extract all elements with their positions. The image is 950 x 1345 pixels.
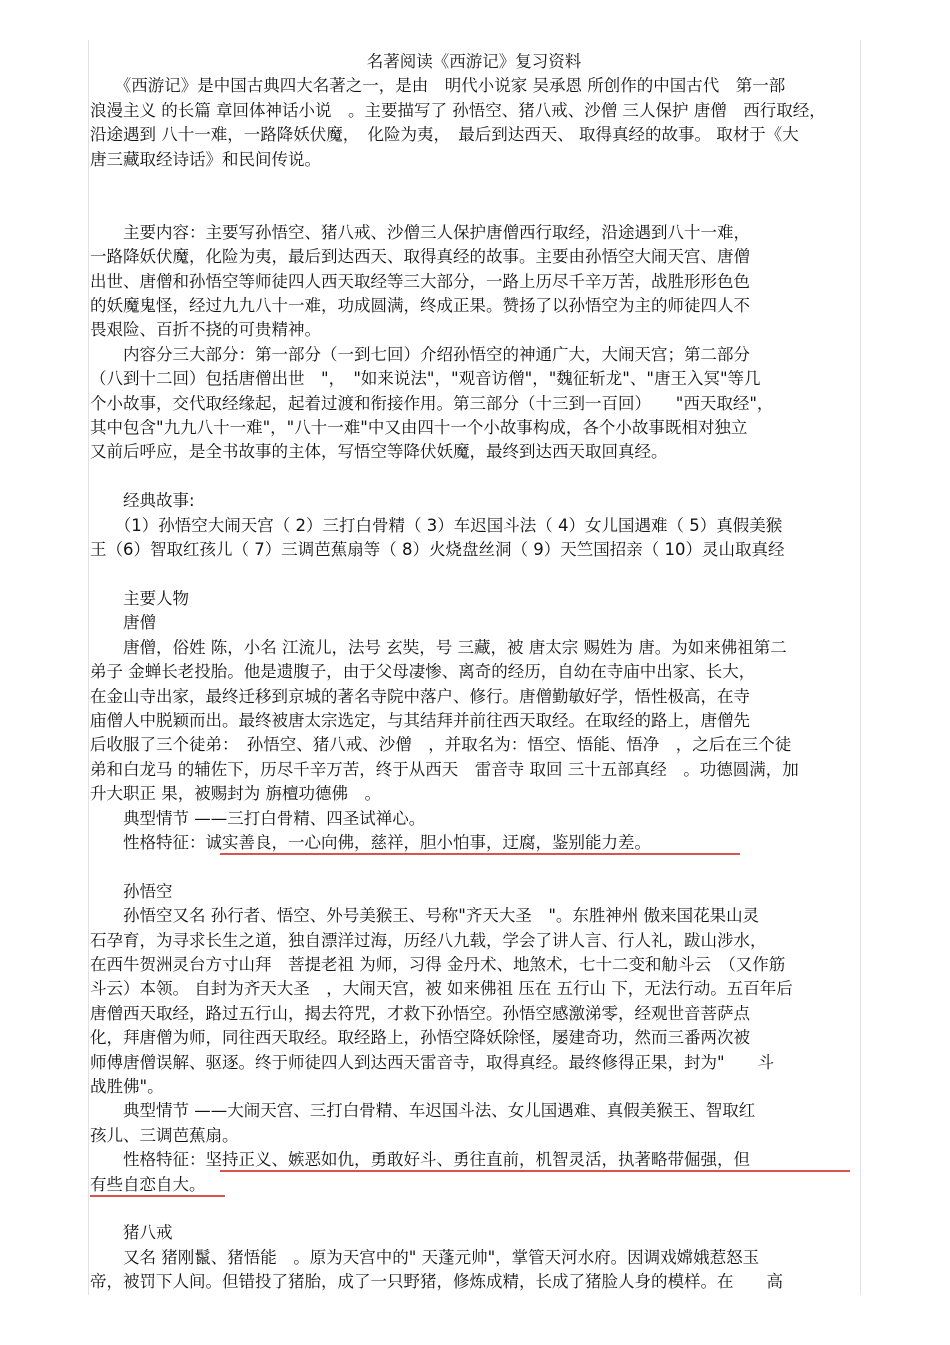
text-line: 唐三藏取经诗话》和民间传说。	[90, 149, 321, 169]
red-underline	[220, 853, 740, 855]
character-name: 唐僧	[90, 613, 156, 633]
trait-text-underlined: 有些自恋自大。	[90, 1174, 206, 1194]
text-line: 化，拜唐僧为师，同往西天取经。取经路上，孙悟空降妖除怪，屡建奇功，然而三番两次被	[90, 1028, 750, 1048]
text-line: 个小故事，交代取经缘起，起着过渡和衔接作用。第三部分（十三到一百回） "西天取经"，	[90, 393, 774, 413]
character-bajie	[90, 1221, 858, 1294]
character-trait	[90, 1173, 858, 1197]
text-line: 弟子 金蝉长老投胎。他是遗腹子，由于父母凄惨、离奇的经历，自幼在寺庙中出家、长大，	[90, 662, 756, 682]
text-line: 沿途遇到 八十一难，一路降妖伏魔， 化险为夷， 最后到达西天、 取得真经的故事。 取材于《大	[90, 125, 799, 145]
text-line: 《西游记》是中国古典四大名著之一，是由 明代小说家 吴承恩 所创作的中国古代 第一部	[90, 76, 786, 96]
text-line: （1）孙悟空大闹天宫（ 2）三打白骨精（ 3）车迟国斗法（ 4）女儿国遇难（ 5）真假美猴	[90, 515, 783, 535]
text-line: 弟和白龙马 的辅佐下，历尽千辛万苦，终于从西天 雷音寺 取回 三十五部真经 。功德圆满，加	[90, 759, 799, 779]
text-line: 唐僧西天取经，路过五行山，揭去符咒，才救下孙悟空。孙悟空感激涕零，经观世音菩萨点	[90, 1003, 750, 1023]
text-line: （八到十二回）包括唐僧出世 "， "如来说法"，"观音访僧"，"魏征斩龙"、"唐王入冥"等几	[90, 369, 761, 389]
text-line: 帝，被罚下人间。但错投了猪胎，成了一只野猪，修炼成精，长成了猪脸人身的模样。在 高	[90, 1272, 783, 1292]
text-line: 师傅唐僧误解、驱逐。终于师徒四人到达西天雷音寺，取得真经。最终修得正果，封为" 斗	[90, 1052, 775, 1072]
document-body	[90, 50, 858, 1295]
text-line: 出世、唐僧和孙悟空等师徒四人西天取经等三大部分，一路上历尽千辛万苦，战胜形形色色	[90, 271, 750, 291]
right-margin-rule	[860, 40, 861, 1295]
character-name: 孙悟空	[90, 881, 173, 901]
characters-section	[90, 587, 858, 1295]
section-heading: 主要人物	[90, 588, 189, 608]
text-line: 畏艰险、百折不挠的可贵精神。	[90, 320, 321, 340]
intro-paragraph	[90, 74, 858, 172]
text-line: 后收服了三个徒弟： 孙悟空、猪八戒、沙僧 ，并取名为：悟空、悟能、悟净 ，之后在三个徒	[90, 735, 792, 755]
character-tangseng	[90, 611, 858, 855]
main-content-section	[90, 221, 858, 465]
trait-text-underlined: 坚持正义、嫉恶如仇，勇敢好斗、勇往直前，机智灵活，执著略带倔强，但	[205, 1150, 750, 1170]
text-line: 唐僧，俗姓 陈，小名 江流儿，法号 玄奘，号 三藏，被 唐太宗 赐姓为 唐。为如来佛祖第二	[90, 637, 787, 657]
character-name: 猪八戒	[90, 1223, 173, 1243]
text-line: 庙僧人中脱颖而出。最终被唐太宗选定，与其结拜并前往西天取经。在取经的路上，唐僧先	[90, 710, 750, 730]
character-trait	[90, 1148, 858, 1172]
section-heading: 经典故事:	[90, 491, 195, 511]
typical-plot: 孩儿、三调芭蕉扇。	[90, 1125, 239, 1145]
trait-text-underlined: 诚实善良，一心向佛，慈祥，胆小怕事，迂腐，鉴别能力差。	[205, 832, 651, 852]
red-underline	[90, 1195, 225, 1197]
text-line: 王（6）智取红孩儿（ 7）三调芭蕉扇等（ 8）火烧盘丝洞（ 9）天竺国招亲（ 10）灵山取真经	[90, 540, 785, 560]
left-margin-rule	[88, 40, 89, 1295]
text-line: 又前后呼应，是全书故事的主体，写悟空等降伏妖魔，最终到达西天取回真经。	[90, 442, 668, 462]
text-line: 升大职正 果，被赐封为 旃檀功德佛 。	[90, 784, 381, 804]
character-wukong	[90, 880, 858, 1197]
text-line: 斗云）本领。 自封为齐天大圣 ，大闹天宫，被 如来佛祖 压在 五行山 下，无法行动。五百年后	[90, 979, 793, 999]
text-line: 又名 猪刚鬣、猪悟能 。原为天宫中的" 天蓬元帅"，掌管天河水府。因调戏嫦娥惹怒玉	[90, 1247, 760, 1267]
text-line: 主要内容：主要写孙悟空、猪八戒、沙僧三人保护唐僧西行取经，沿途遇到八十一难，	[90, 222, 750, 242]
text-line: 在西牛贺洲灵台方寸山拜 菩提老祖 为师，习得 金丹术、地煞术，七十二变和觔斗云 （又作筋	[90, 954, 786, 974]
trait-label: 性格特征：	[90, 832, 206, 852]
text-line: 石孕育，为寻求长生之道，独自漂洋过海，历经八九载，学会了讲人言、行人礼，跋山涉水，	[90, 930, 767, 950]
text-line: 一路降妖伏魔，化险为夷，最后到达西天、取得真经的故事。主要由孙悟空大闹天宫、唐僧	[90, 247, 750, 267]
text-line: 浪漫主义 的长篇 章回体神话小说 。主要描写了 孙悟空、猪八戒、沙僧 三人保护 唐僧 西行取经，	[90, 100, 826, 120]
trait-label: 性格特征：	[90, 1150, 206, 1170]
typical-plot: 典型情节 ——三打白骨精、四圣试禅心。	[90, 808, 426, 828]
text-line: 孙悟空又名 孙行者、悟空、外号美猴王、号称"齐天大圣 "。东胜神州 傲来国花果山灵	[90, 906, 760, 926]
text-line: 的妖魔鬼怪，经过九九八十一难，功成圆满，终成正果。赞扬了以孙悟空为主的师徒四人不	[90, 296, 750, 316]
text-line: 其中包含"九九八十一难"，"八十一难"中又由四十一个小故事构成，各个小故事既相对独立	[90, 418, 748, 438]
text-line: 内容分三大部分：第一部分（一到七回）介绍孙悟空的神通广大，大闹天宫；第二部分	[90, 344, 750, 364]
page-title: 名著阅读《西游记》复习资料	[366, 52, 582, 71]
text-line: 战胜佛"。	[90, 1076, 164, 1096]
typical-plot: 典型情节 ——大闹天宫、三打白骨精、车迟国斗法、女儿国遇难、真假美猴王、智取红	[90, 1101, 756, 1121]
classic-stories-section	[90, 489, 858, 562]
character-trait	[90, 831, 858, 855]
text-line: 在金山寺出家，最终迁移到京城的著名寺院中落户、修行。唐僧勤敏好学，悟性极高，在寺	[90, 686, 750, 706]
